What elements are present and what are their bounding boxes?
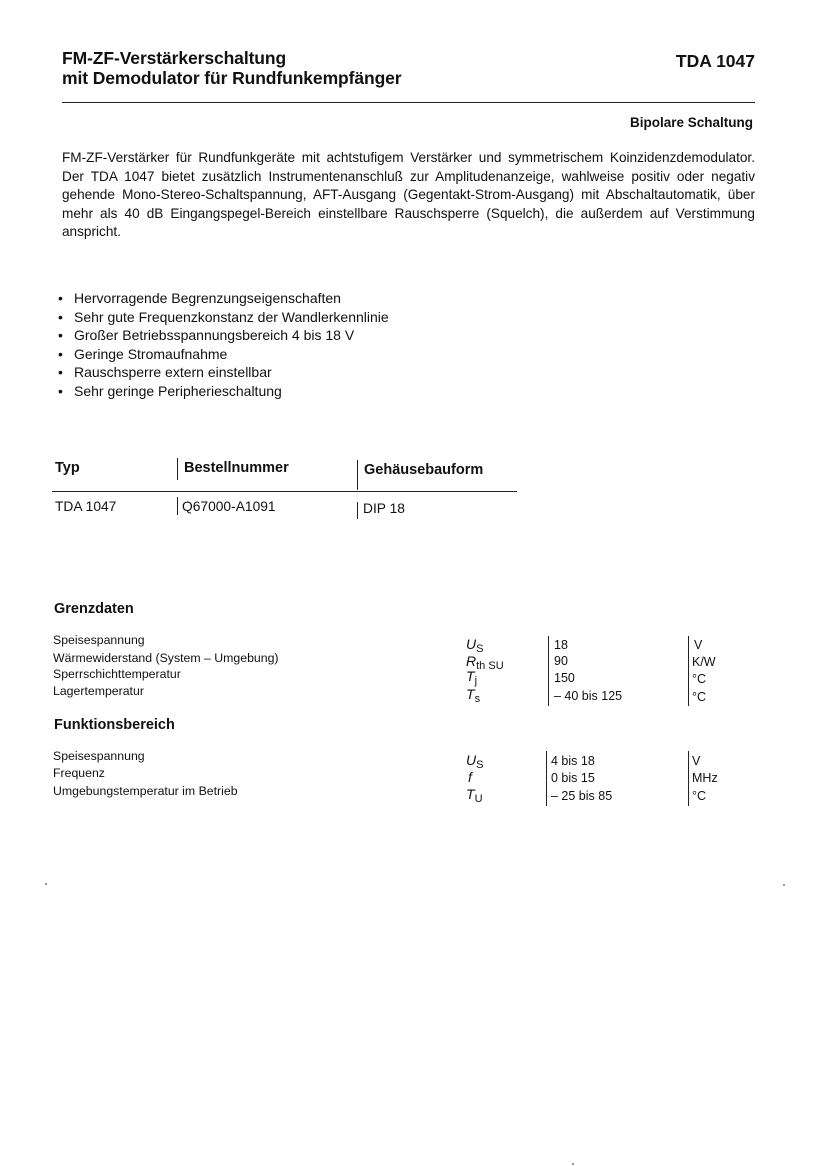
param-label: Speisespannung xyxy=(53,749,145,763)
param-unit: MHz xyxy=(692,771,718,785)
value-column-bar xyxy=(548,636,549,706)
param-label: Frequenz xyxy=(53,766,105,780)
param-unit: °C xyxy=(692,690,707,704)
param-value: 4 bis 18 xyxy=(551,754,595,768)
param-symbol: $T_j$ xyxy=(466,668,478,687)
feature-item: • Rauschsperre extern einstellbar xyxy=(58,363,389,382)
param-label: Wärmewiderstand (System – Umgebung) xyxy=(53,651,279,665)
param-label: Speisespannung xyxy=(53,633,145,647)
param-unit: °C xyxy=(692,789,707,803)
feature-item: • Geringe Stromaufnahme xyxy=(58,345,389,364)
technology-subtitle: Bipolare Schaltung xyxy=(629,115,753,130)
scan-speck xyxy=(783,884,785,886)
scan-speck xyxy=(45,883,47,885)
cell-bestellnummer: Q67000-A1091 xyxy=(182,499,276,514)
param-value: – 25 bis 85 xyxy=(551,789,613,803)
param-unit: °C xyxy=(692,672,707,686)
param-unit: V xyxy=(692,754,701,768)
column-divider xyxy=(357,502,358,519)
param-unit: K/W xyxy=(692,655,716,669)
intro-paragraph: FM-ZF-Verstärker für Rundfunkgeräte mit achtstufigem Verstärker und symmetrischem Koinzidenzdemodulator. Der TDA 1047 bietet zusätzlich Instrumentenanschluß zur Amplitudenanzeige, wahlweise positiv oder negativ gehende Mono-Stereo-Schaltspannung, AFT-Ausgang (Gegentakt-Strom-Ausgang) mit Abschaltautomatik, über mehr als 40 dB Eingangspegel-Bereich einstellbare Rauschsperre (Squelch), die außerdem auf Verstimmung anspricht. xyxy=(62,150,755,240)
feature-item: • Sehr geringe Peripherieschaltung xyxy=(58,382,389,401)
limits-title: Grenzdaten xyxy=(54,601,134,617)
cell-typ: TDA 1047 xyxy=(55,499,117,514)
param-label: Lagertemperatur xyxy=(53,684,144,698)
param-value: – 40 bis 125 xyxy=(554,689,623,703)
scan-speck xyxy=(572,1163,574,1165)
feature-item: • Großer Betriebsspannungsbereich 4 bis 18 V xyxy=(58,326,389,345)
param-value: 0 bis 15 xyxy=(551,771,595,785)
chip-id: TDA 1047 xyxy=(675,51,755,71)
param-symbol: $T_s$ xyxy=(466,686,481,705)
col-header-gehaeusebauform: Gehäusebauform xyxy=(364,462,484,478)
param-value: 90 xyxy=(554,654,568,668)
param-symbol: $R_{th SU}$ xyxy=(466,653,504,672)
value-column-bar xyxy=(546,751,547,806)
table-rule xyxy=(52,491,517,492)
feature-item: • Sehr gute Frequenzkonstanz der Wandlerkennlinie xyxy=(58,308,389,327)
header-rule xyxy=(62,102,755,103)
param-symbol: $U_S$ xyxy=(466,752,484,771)
param-symbol: f xyxy=(468,769,472,785)
param-symbol: $T_U$ xyxy=(466,786,483,805)
unit-column-bar xyxy=(688,636,689,706)
unit-column-bar xyxy=(688,751,689,806)
param-unit: V xyxy=(694,638,703,652)
operating-title: Funktionsbereich xyxy=(54,717,175,733)
document-title xyxy=(62,48,402,88)
col-header-bestellnummer: Bestellnummer xyxy=(184,460,289,476)
param-value: 150 xyxy=(554,671,575,685)
param-symbol: $U_S$ xyxy=(466,636,484,655)
column-divider xyxy=(177,497,178,515)
cell-gehaeusebauform: DIP 18 xyxy=(363,501,405,516)
title-line-1: FM-ZF-Verstärkerschaltung xyxy=(62,48,287,68)
column-divider xyxy=(177,458,178,480)
param-value: 18 xyxy=(554,638,568,652)
feature-list xyxy=(58,289,389,400)
col-header-typ: Typ xyxy=(55,460,80,476)
column-divider xyxy=(357,460,358,490)
feature-item: • Hervorragende Begrenzungseigenschaften xyxy=(58,289,389,308)
title-line-2: mit Demodulator für Rundfunkempfänger xyxy=(62,68,402,88)
param-label: Sperrschichttemperatur xyxy=(53,667,181,681)
param-label: Umgebungstemperatur im Betrieb xyxy=(53,784,238,798)
